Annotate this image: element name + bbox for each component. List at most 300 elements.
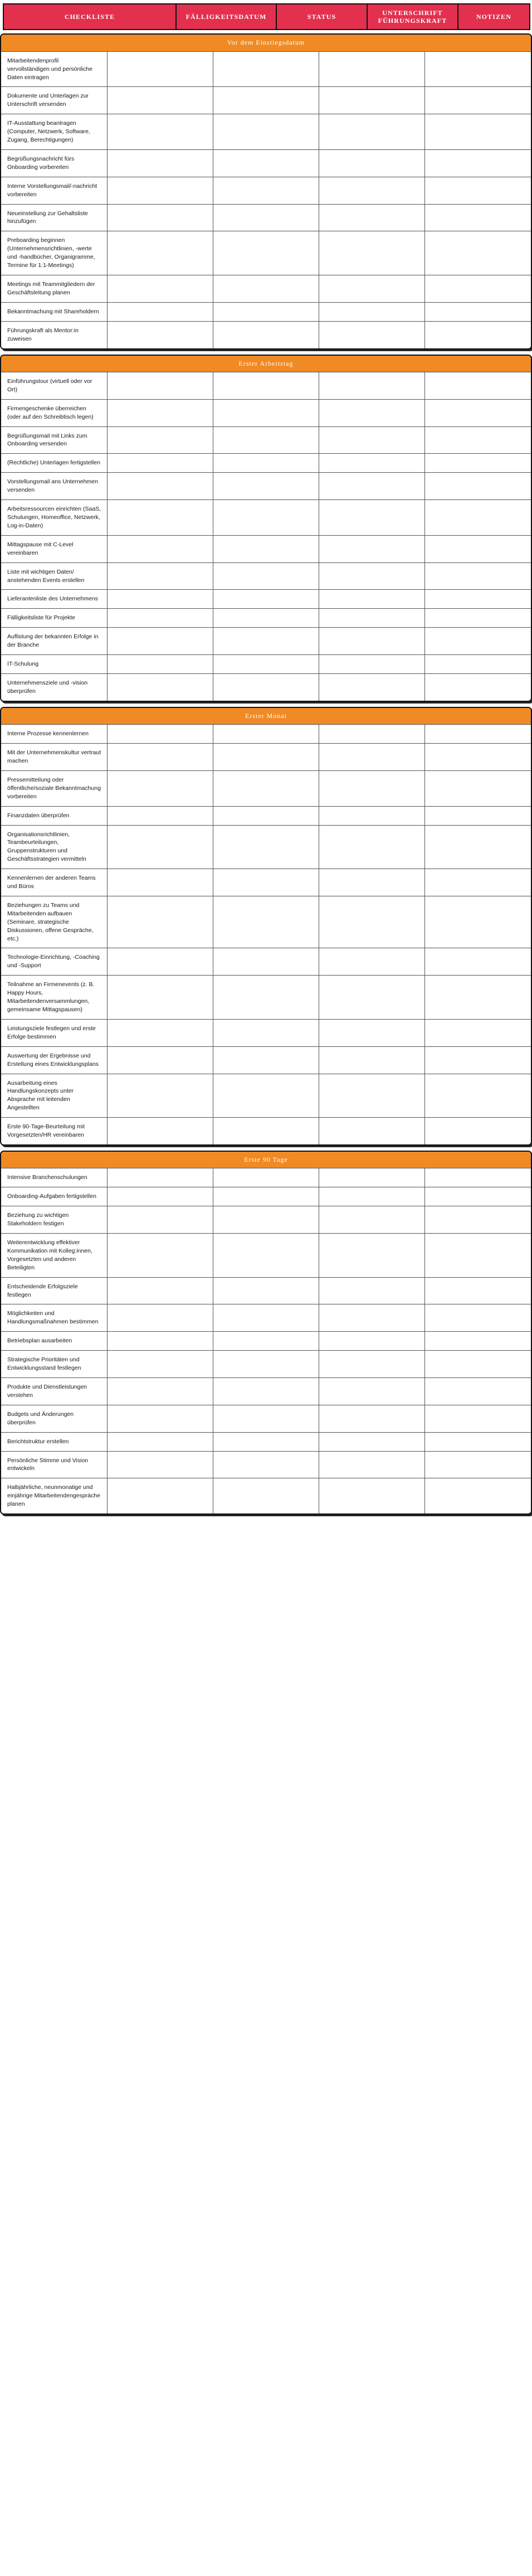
checklist-task-cell: Mittagspause mit C-Level vereinbaren: [1, 535, 107, 562]
manager-signature-cell[interactable]: [319, 321, 425, 348]
status-cell[interactable]: [213, 725, 319, 743]
table-row: [1, 590, 531, 609]
notes-cell[interactable]: [425, 1351, 531, 1378]
status-cell[interactable]: [213, 869, 319, 896]
section-title: Erster Monat: [1, 708, 531, 725]
status-cell[interactable]: [213, 770, 319, 806]
status-cell[interactable]: [213, 275, 319, 303]
manager-signature-cell[interactable]: [319, 149, 425, 177]
manager-signature-cell[interactable]: [319, 1451, 425, 1478]
checklist-task-cell: Meetings mit Teammitgliedern der Geschäftsleitung planen: [1, 275, 107, 303]
notes-cell[interactable]: [425, 426, 531, 454]
table-row: [1, 609, 531, 628]
section-title: Vor dem Einstiegsdatum: [1, 35, 531, 51]
status-cell[interactable]: [213, 500, 319, 536]
due-date-cell[interactable]: [107, 1304, 213, 1332]
status-cell[interactable]: [213, 399, 319, 426]
status-cell[interactable]: [213, 1234, 319, 1278]
notes-cell[interactable]: [425, 609, 531, 628]
notes-cell[interactable]: [425, 948, 531, 976]
manager-signature-cell[interactable]: [319, 1432, 425, 1451]
checklist-task-cell: Pressemitteilung oder öffentliche/soziale Bekanntmachung vorbereiten: [1, 770, 107, 806]
status-cell[interactable]: [213, 149, 319, 177]
table-row: [1, 1206, 531, 1234]
manager-signature-cell[interactable]: [319, 1019, 425, 1046]
manager-signature-cell[interactable]: [319, 1351, 425, 1378]
due-date-cell[interactable]: [107, 1168, 213, 1187]
table-row: [1, 1332, 531, 1351]
checklist-task-cell: Mit der Unternehmenskultur vertraut machen: [1, 744, 107, 771]
column-header-status: STATUS: [276, 4, 367, 30]
notes-cell[interactable]: [425, 1168, 531, 1187]
status-cell[interactable]: [213, 1377, 319, 1405]
notes-cell[interactable]: [425, 231, 531, 275]
manager-signature-cell[interactable]: [319, 1074, 425, 1118]
due-date-cell[interactable]: [107, 1432, 213, 1451]
manager-signature-cell[interactable]: [319, 609, 425, 628]
notes-cell[interactable]: [425, 1046, 531, 1074]
manager-signature-cell[interactable]: [319, 1405, 425, 1432]
notes-cell[interactable]: [425, 1206, 531, 1234]
notes-cell[interactable]: [425, 673, 531, 700]
status-cell[interactable]: [213, 177, 319, 204]
manager-signature-cell[interactable]: [319, 500, 425, 536]
manager-signature-cell[interactable]: [319, 399, 425, 426]
status-cell[interactable]: [213, 1478, 319, 1513]
notes-cell[interactable]: [425, 590, 531, 609]
checklist-task-cell: Liste mit wichtigen Daten/ anstehenden Events erstellen: [1, 562, 107, 590]
table-row: [1, 744, 531, 771]
notes-cell[interactable]: [425, 806, 531, 825]
notes-cell[interactable]: [425, 562, 531, 590]
notes-cell[interactable]: [425, 744, 531, 771]
due-date-cell[interactable]: [107, 372, 213, 399]
checklist-task-cell: Ausarbeitung eines Handlungskonzepts unter Absprache mit leitenden Angestellten: [1, 1074, 107, 1118]
due-date-cell[interactable]: [107, 744, 213, 771]
checklist-task-cell: Lieferantenliste des Unternehmens: [1, 590, 107, 609]
due-date-cell[interactable]: [107, 770, 213, 806]
checklist-task-cell: Kennenlernen der anderen Teams und Büros: [1, 869, 107, 896]
manager-signature-cell[interactable]: [319, 590, 425, 609]
due-date-cell[interactable]: [107, 399, 213, 426]
manager-signature-cell[interactable]: [319, 204, 425, 231]
notes-cell[interactable]: [425, 1478, 531, 1513]
status-cell[interactable]: [213, 1304, 319, 1332]
table-row: [1, 770, 531, 806]
notes-cell[interactable]: [425, 52, 531, 87]
checklist-task-cell: Entscheidende Erfolgsziele festlegen: [1, 1277, 107, 1304]
due-date-cell[interactable]: [107, 976, 213, 1020]
table-row: [1, 1019, 531, 1046]
table-row: [1, 1478, 531, 1513]
checklist-table: [1, 52, 531, 348]
status-cell[interactable]: [213, 302, 319, 321]
notes-cell[interactable]: [425, 1019, 531, 1046]
notes-cell[interactable]: [425, 500, 531, 536]
notes-cell[interactable]: [425, 1118, 531, 1144]
notes-cell[interactable]: [425, 1074, 531, 1118]
due-date-cell[interactable]: [107, 896, 213, 948]
status-cell[interactable]: [213, 1168, 319, 1187]
section-box: [0, 33, 532, 349]
checklist-task-cell: Beziehung zu wichtigen Stakeholdern festigen: [1, 1206, 107, 1234]
section-erster-monat: [0, 707, 532, 1146]
notes-cell[interactable]: [425, 372, 531, 399]
table-row: [1, 628, 531, 655]
status-cell[interactable]: [213, 1046, 319, 1074]
column-header-faelligkeitsdatum: FÄLLIGKEITSDATUM: [176, 4, 276, 30]
checklist-task-cell: Neueinstellung zur Gehaltsliste hinzufügen: [1, 204, 107, 231]
status-cell[interactable]: [213, 1118, 319, 1144]
due-date-cell[interactable]: [107, 231, 213, 275]
checklist-table: [1, 372, 531, 701]
due-date-cell[interactable]: [107, 500, 213, 536]
status-cell[interactable]: [213, 896, 319, 948]
checklist-task-cell: Technologie-Einrichtung, -Coaching und -Support: [1, 948, 107, 976]
checklist-task-cell: (Rechtliche) Unterlagen fertigstellen: [1, 454, 107, 473]
due-date-cell[interactable]: [107, 806, 213, 825]
checklist-task-cell: Interne Prozesse kennenlernen: [1, 725, 107, 743]
manager-signature-cell[interactable]: [319, 1206, 425, 1234]
notes-cell[interactable]: [425, 869, 531, 896]
section-vor-dem-einstiegsdatum: [0, 33, 532, 349]
notes-cell[interactable]: [425, 535, 531, 562]
status-cell[interactable]: [213, 948, 319, 976]
manager-signature-cell[interactable]: [319, 725, 425, 743]
due-date-cell[interactable]: [107, 948, 213, 976]
manager-signature-cell[interactable]: [319, 562, 425, 590]
due-date-cell[interactable]: [107, 1046, 213, 1074]
table-row: [1, 1432, 531, 1451]
due-date-cell[interactable]: [107, 1234, 213, 1278]
status-cell[interactable]: [213, 1332, 319, 1351]
notes-cell[interactable]: [425, 825, 531, 869]
table-row: [1, 1451, 531, 1478]
status-cell[interactable]: [213, 454, 319, 473]
table-row: [1, 177, 531, 204]
status-cell[interactable]: [213, 673, 319, 700]
section-box: [0, 355, 532, 702]
due-date-cell[interactable]: [107, 204, 213, 231]
due-date-cell[interactable]: [107, 1187, 213, 1206]
checklist-task-cell: Möglichkeiten und Handlungsmaßnahmen bestimmen: [1, 1304, 107, 1332]
table-row: [1, 321, 531, 348]
checklist-task-cell: Interne Vorstellungsmail/-nachricht vorbereiten: [1, 177, 107, 204]
manager-signature-cell[interactable]: [319, 655, 425, 674]
manager-signature-cell[interactable]: [319, 869, 425, 896]
table-header-band: [0, 0, 532, 30]
table-row: [1, 1234, 531, 1278]
checklist-task-cell: Weiterentwicklung effektiver Kommunikation mit Kolleg:innen, Vorgesetzten und anderen Beteiligten: [1, 1234, 107, 1278]
manager-signature-cell[interactable]: [319, 52, 425, 87]
due-date-cell[interactable]: [107, 535, 213, 562]
notes-cell[interactable]: [425, 628, 531, 655]
table-row: [1, 473, 531, 500]
manager-signature-cell[interactable]: [319, 673, 425, 700]
table-row: [1, 1377, 531, 1405]
due-date-cell[interactable]: [107, 725, 213, 743]
notes-cell[interactable]: [425, 976, 531, 1020]
checklist-task-cell: Beziehungen zu Teams und Mitarbeitenden aufbauen (Seminare, strategische Diskussionen, offene Gespräche, etc.): [1, 896, 107, 948]
column-header-checkliste: CHECKLISTE: [3, 4, 176, 30]
status-cell[interactable]: [213, 590, 319, 609]
status-cell[interactable]: [213, 562, 319, 590]
manager-signature-cell[interactable]: [319, 177, 425, 204]
table-row: [1, 231, 531, 275]
table-row: [1, 302, 531, 321]
manager-signature-cell[interactable]: [319, 1304, 425, 1332]
due-date-cell[interactable]: [107, 426, 213, 454]
due-date-cell[interactable]: [107, 1451, 213, 1478]
due-date-cell[interactable]: [107, 275, 213, 303]
manager-signature-cell[interactable]: [319, 372, 425, 399]
manager-signature-cell[interactable]: [319, 454, 425, 473]
notes-cell[interactable]: [425, 1432, 531, 1451]
due-date-cell[interactable]: [107, 177, 213, 204]
manager-signature-cell[interactable]: [319, 1234, 425, 1278]
notes-cell[interactable]: [425, 177, 531, 204]
checklist-task-cell: Strategische Prioritäten und Entwicklungsstand festlegen: [1, 1351, 107, 1378]
status-cell[interactable]: [213, 114, 319, 150]
status-cell[interactable]: [213, 87, 319, 114]
checklist-task-cell: Berichtstruktur erstellen: [1, 1432, 107, 1451]
due-date-cell[interactable]: [107, 454, 213, 473]
status-cell[interactable]: [213, 52, 319, 87]
due-date-cell[interactable]: [107, 628, 213, 655]
manager-signature-cell[interactable]: [319, 1168, 425, 1187]
status-cell[interactable]: [213, 473, 319, 500]
table-row: [1, 562, 531, 590]
notes-cell[interactable]: [425, 87, 531, 114]
due-date-cell[interactable]: [107, 869, 213, 896]
manager-signature-cell[interactable]: [319, 806, 425, 825]
manager-signature-cell[interactable]: [319, 1046, 425, 1074]
notes-cell[interactable]: [425, 1451, 531, 1478]
notes-cell[interactable]: [425, 399, 531, 426]
due-date-cell[interactable]: [107, 1332, 213, 1351]
table-row: [1, 1351, 531, 1378]
notes-cell[interactable]: [425, 1332, 531, 1351]
checklist-task-cell: Fälligkeitsliste für Projekte: [1, 609, 107, 628]
due-date-cell[interactable]: [107, 609, 213, 628]
status-cell[interactable]: [213, 1019, 319, 1046]
manager-signature-cell[interactable]: [319, 976, 425, 1020]
status-cell[interactable]: [213, 609, 319, 628]
spacer: [0, 30, 532, 31]
notes-cell[interactable]: [425, 655, 531, 674]
status-cell[interactable]: [213, 1405, 319, 1432]
notes-cell[interactable]: [425, 1277, 531, 1304]
notes-cell[interactable]: [425, 149, 531, 177]
status-cell[interactable]: [213, 628, 319, 655]
due-date-cell[interactable]: [107, 1405, 213, 1432]
manager-signature-cell[interactable]: [319, 1478, 425, 1513]
checklist-task-cell: Betriebsplan ausarbeiten: [1, 1332, 107, 1351]
due-date-cell[interactable]: [107, 1206, 213, 1234]
status-cell[interactable]: [213, 1277, 319, 1304]
manager-signature-cell[interactable]: [319, 1187, 425, 1206]
manager-signature-cell[interactable]: [319, 1118, 425, 1144]
due-date-cell[interactable]: [107, 473, 213, 500]
checklist-task-cell: Dokumente und Unterlagen zur Unterschrift versenden: [1, 87, 107, 114]
checklist-task-cell: Leistungsziele festlegen und erste Erfolge bestimmen: [1, 1019, 107, 1046]
checklist-table: [1, 725, 531, 1144]
due-date-cell[interactable]: [107, 302, 213, 321]
table-row: [1, 1187, 531, 1206]
status-cell[interactable]: [213, 321, 319, 348]
section-title: Erster Arbeitstag: [1, 356, 531, 372]
checklist-task-cell: Preboarding beginnen (Unternehmensrichtlinien, -werte und -handbücher, Organigramme, Termine für 1:1-Meetings): [1, 231, 107, 275]
status-cell[interactable]: [213, 744, 319, 771]
table-row: [1, 87, 531, 114]
due-date-cell[interactable]: [107, 655, 213, 674]
checklist-task-cell: Begrüßungsmail mit Links zum Onboarding versenden: [1, 426, 107, 454]
status-cell[interactable]: [213, 204, 319, 231]
due-date-cell[interactable]: [107, 825, 213, 869]
due-date-cell[interactable]: [107, 149, 213, 177]
due-date-cell[interactable]: [107, 1377, 213, 1405]
manager-signature-cell[interactable]: [319, 896, 425, 948]
status-cell[interactable]: [213, 1074, 319, 1118]
status-cell[interactable]: [213, 426, 319, 454]
checklist-task-cell: Einführungstour (virtuell oder vor Ort): [1, 372, 107, 399]
checklist-task-cell: Produkte und Dienstleistungen verstehen: [1, 1377, 107, 1405]
section-box: [0, 1151, 532, 1515]
due-date-cell[interactable]: [107, 673, 213, 700]
status-cell[interactable]: [213, 1351, 319, 1378]
table-row: [1, 149, 531, 177]
checklist-task-cell: Arbeitsressourcen einrichten (SaaS, Schulungen, Homeoffice, Netzwerk, Log-in-Daten): [1, 500, 107, 536]
table-row: [1, 1118, 531, 1144]
due-date-cell[interactable]: [107, 1351, 213, 1378]
checklist-task-cell: Firmengeschenke überreichen (oder auf den Schreibtisch legen): [1, 399, 107, 426]
manager-signature-cell[interactable]: [319, 1377, 425, 1405]
status-cell[interactable]: [213, 1451, 319, 1478]
table-row: [1, 1074, 531, 1118]
due-date-cell[interactable]: [107, 52, 213, 87]
due-date-cell[interactable]: [107, 1277, 213, 1304]
manager-signature-cell[interactable]: [319, 948, 425, 976]
notes-cell[interactable]: [425, 204, 531, 231]
manager-signature-cell[interactable]: [319, 770, 425, 806]
manager-signature-cell[interactable]: [319, 535, 425, 562]
checklist-task-cell: Onboarding-Aufgaben fertigstellen: [1, 1187, 107, 1206]
notes-cell[interactable]: [425, 114, 531, 150]
due-date-cell[interactable]: [107, 1074, 213, 1118]
due-date-cell[interactable]: [107, 1478, 213, 1513]
table-row: [1, 1046, 531, 1074]
table-row: [1, 725, 531, 743]
notes-cell[interactable]: [425, 302, 531, 321]
checklist-task-cell: Teilnahme an Firmenevents (z. B. Happy Hours, Mitarbeitendenversammlungen, gemeinsame Mittagspausen): [1, 976, 107, 1020]
checklist-task-cell: Budgets und Änderungen überprüfen: [1, 1405, 107, 1432]
notes-cell[interactable]: [425, 1234, 531, 1278]
checklist-task-cell: Organisationsrichtlinien, Teambeurteilungen, Gruppenstrukturen und Geschäftsstrategien vermitteln: [1, 825, 107, 869]
notes-cell[interactable]: [425, 1377, 531, 1405]
manager-signature-cell[interactable]: [319, 473, 425, 500]
status-cell[interactable]: [213, 806, 319, 825]
status-cell[interactable]: [213, 655, 319, 674]
manager-signature-cell[interactable]: [319, 825, 425, 869]
table-row: [1, 896, 531, 948]
status-cell[interactable]: [213, 976, 319, 1020]
notes-cell[interactable]: [425, 473, 531, 500]
due-date-cell[interactable]: [107, 87, 213, 114]
status-cell[interactable]: [213, 825, 319, 869]
notes-cell[interactable]: [425, 321, 531, 348]
status-cell[interactable]: [213, 231, 319, 275]
table-row: [1, 655, 531, 674]
table-row: [1, 204, 531, 231]
status-cell[interactable]: [213, 1187, 319, 1206]
due-date-cell[interactable]: [107, 1019, 213, 1046]
due-date-cell[interactable]: [107, 562, 213, 590]
manager-signature-cell[interactable]: [319, 426, 425, 454]
manager-signature-cell[interactable]: [319, 1332, 425, 1351]
checklist-task-cell: Persönliche Stimme und Vision entwickeln: [1, 1451, 107, 1478]
status-cell[interactable]: [213, 1206, 319, 1234]
column-header-table: [3, 3, 530, 30]
manager-signature-cell[interactable]: [319, 744, 425, 771]
table-row: [1, 454, 531, 473]
checklist-task-cell: Begrüßungsnachricht fürs Onboarding vorbereiten: [1, 149, 107, 177]
checklist-task-cell: Halbjährliche, neunmonatige und einjährige Mitarbeitendengespräche planen: [1, 1478, 107, 1513]
checklist-task-cell: Unternehmensziele und -vision überprüfen: [1, 673, 107, 700]
notes-cell[interactable]: [425, 275, 531, 303]
notes-cell[interactable]: [425, 1187, 531, 1206]
due-date-cell[interactable]: [107, 321, 213, 348]
notes-cell[interactable]: [425, 770, 531, 806]
table-row: [1, 976, 531, 1020]
due-date-cell[interactable]: [107, 114, 213, 150]
table-row: [1, 1168, 531, 1187]
status-cell[interactable]: [213, 535, 319, 562]
table-row: [1, 1304, 531, 1332]
checklist-task-cell: Führungskraft als Mentor:in zuweisen: [1, 321, 107, 348]
notes-cell[interactable]: [425, 896, 531, 948]
manager-signature-cell[interactable]: [319, 231, 425, 275]
checklist-table: [1, 1168, 531, 1513]
section-title: Erste 90 Tage: [1, 1152, 531, 1168]
notes-cell[interactable]: [425, 1304, 531, 1332]
checklist-task-cell: IT-Schulung: [1, 655, 107, 674]
status-cell[interactable]: [213, 1432, 319, 1451]
manager-signature-cell[interactable]: [319, 302, 425, 321]
sections-container: [0, 33, 532, 1515]
status-cell[interactable]: [213, 372, 319, 399]
checklist-task-cell: Auswertung der Ergebnisse und Erstellung eines Entwicklungsplans: [1, 1046, 107, 1074]
table-row: [1, 275, 531, 303]
manager-signature-cell[interactable]: [319, 87, 425, 114]
table-row: [1, 1405, 531, 1432]
section-erste-90-tage: [0, 1151, 532, 1515]
table-row: [1, 535, 531, 562]
due-date-cell[interactable]: [107, 590, 213, 609]
notes-cell[interactable]: [425, 1405, 531, 1432]
notes-cell[interactable]: [425, 454, 531, 473]
table-row: [1, 500, 531, 536]
manager-signature-cell[interactable]: [319, 628, 425, 655]
notes-cell[interactable]: [425, 725, 531, 743]
manager-signature-cell[interactable]: [319, 114, 425, 150]
table-row: [1, 426, 531, 454]
due-date-cell[interactable]: [107, 1118, 213, 1144]
manager-signature-cell[interactable]: [319, 275, 425, 303]
section-box: [0, 707, 532, 1146]
table-row: [1, 1277, 531, 1304]
checklist-task-cell: Erste 90-Tage-Beurteilung mit Vorgesetzten/HR vereinbaren: [1, 1118, 107, 1144]
manager-signature-cell[interactable]: [319, 1277, 425, 1304]
